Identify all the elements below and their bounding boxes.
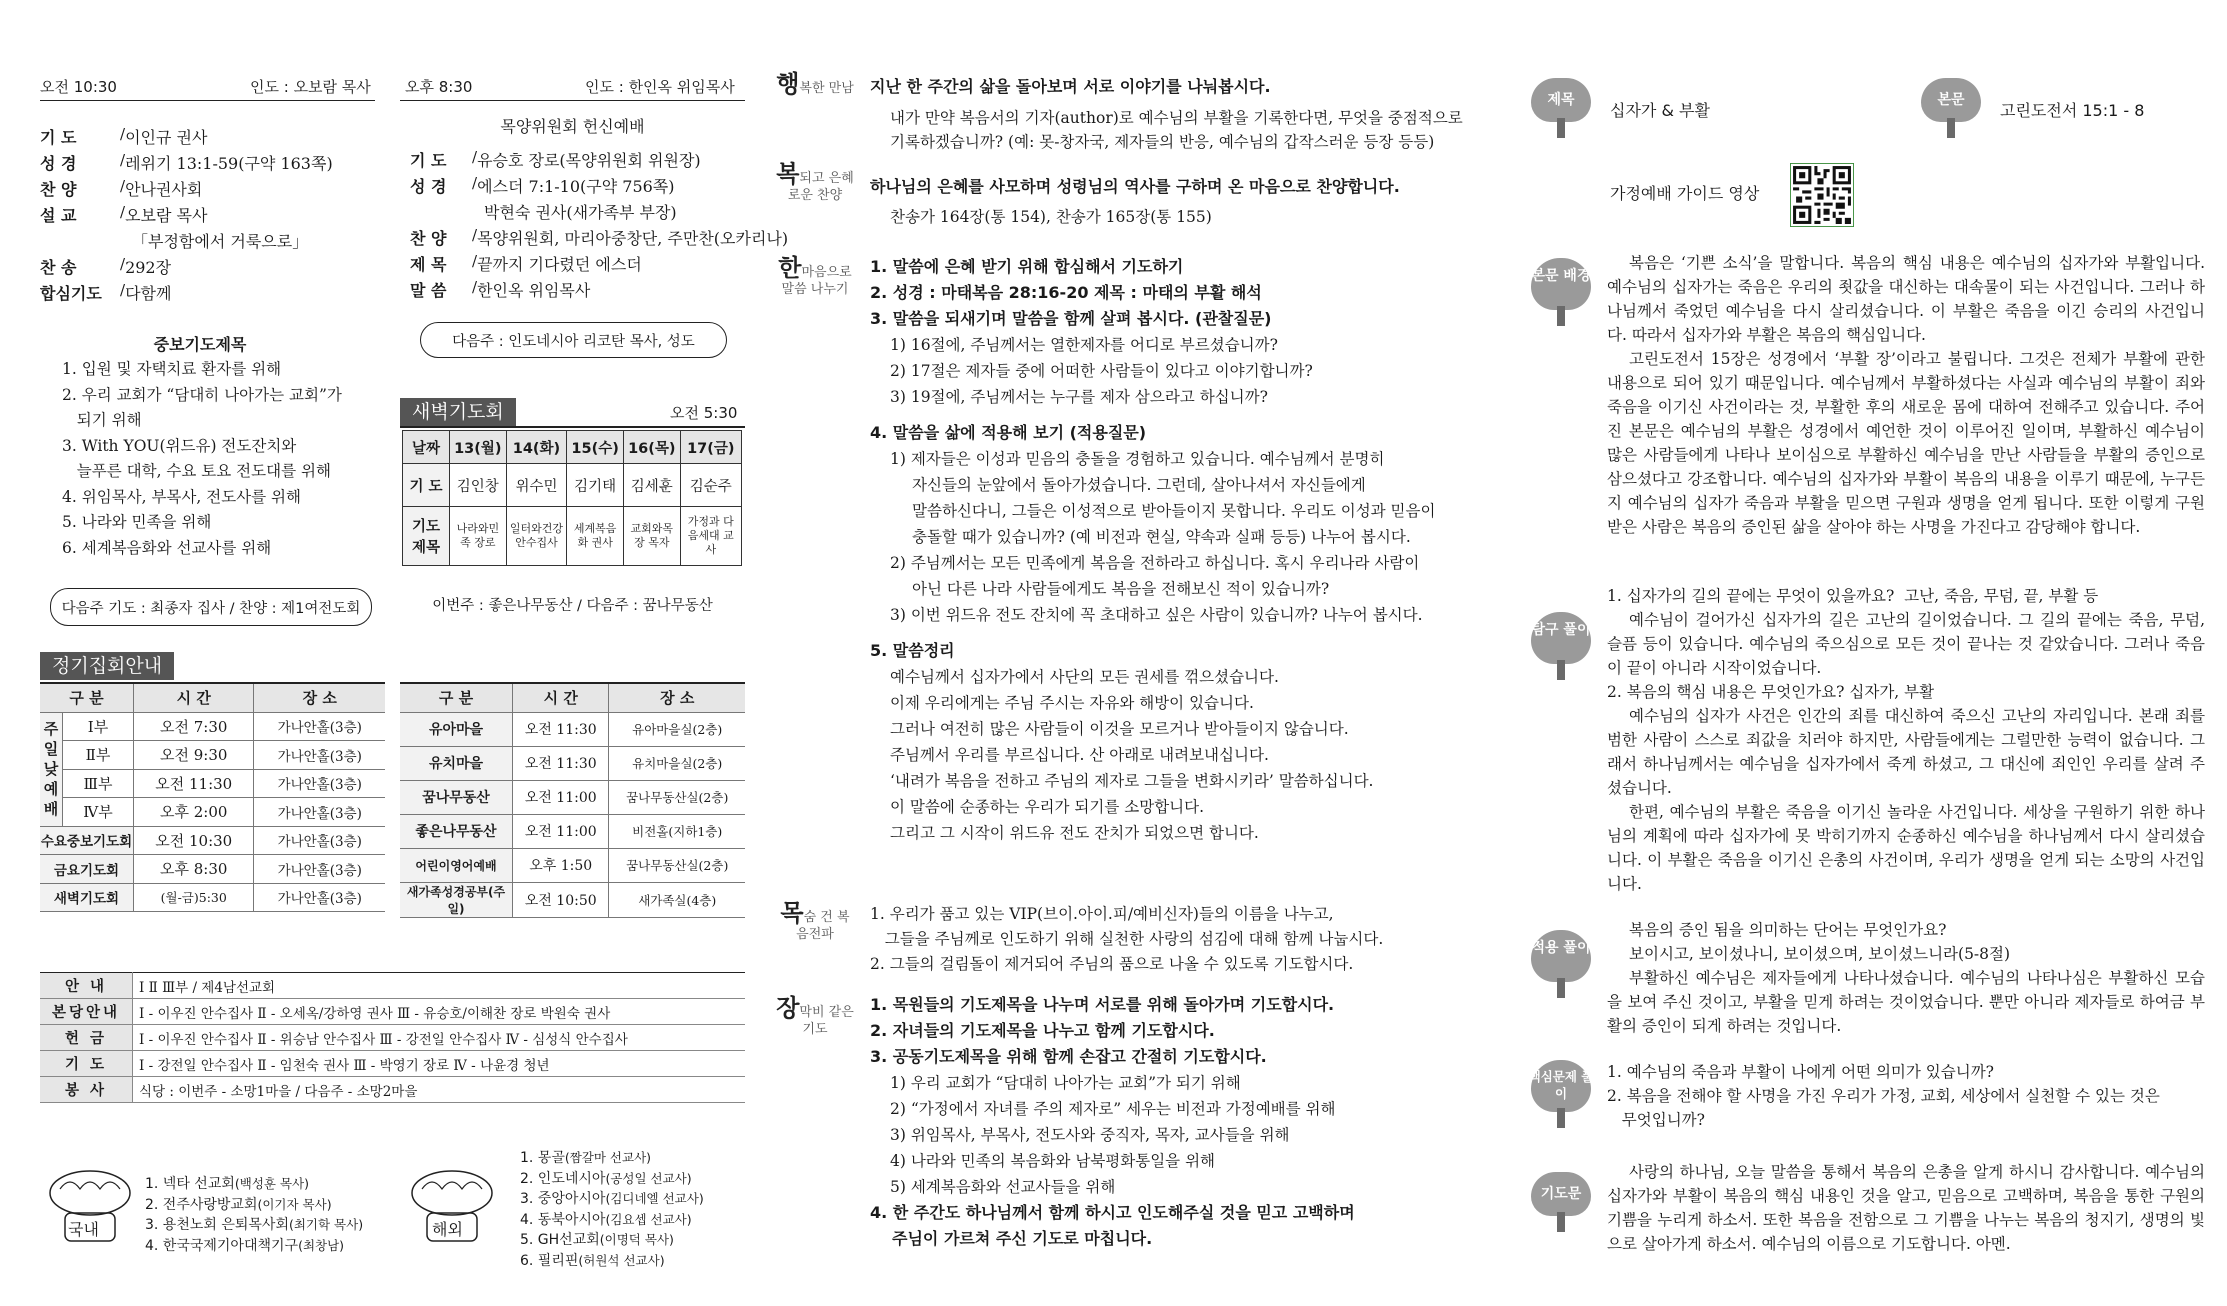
section-2-content: 하나님의 은혜를 사모하며 성령님의 역사를 구하며 온 마음으로 찬양합니다. 찬송가 164장(통 154), 찬송가 165장(통 155)	[870, 174, 1470, 230]
text-line: 4) 나라와 민족의 복음화와 남북평화통일을 위해	[890, 1152, 1216, 1170]
meeting-name: 수요중보기도회	[40, 826, 134, 855]
text-line: 1. 목원들의 기도제목을 나누며 서로를 위해 돌아가며 기도합시다.	[870, 995, 1335, 1014]
mission-name: 4. 한국국제기아대책기구	[145, 1237, 299, 1254]
text-line: 찬송가 164장(통 154), 찬송가 165장(통 155)	[890, 208, 1212, 226]
table-cell: 김세훈	[623, 464, 680, 507]
text-line: 주님이 가르쳐 주신 기도로 마칩니다.	[892, 1229, 1153, 1248]
order-label: 기 도	[410, 151, 447, 170]
meeting-name: 새가족성경공부(주일)	[400, 882, 513, 917]
order-value: 안나권사회	[125, 180, 203, 199]
table-cell: 교회와목장 목자	[623, 507, 680, 566]
mission-item	[520, 1189, 745, 1210]
table-header: 장 소	[609, 683, 745, 712]
text-line	[870, 628, 1470, 638]
text-line: 2. 성경 : 마태복음 28:16-20 제목 : 마태의 부활 해석	[870, 283, 1262, 302]
weekly-bulletin-left	[40, 0, 789, 1306]
text-line: 충돌할 때가 있습니까? (예 비전과 현실, 약속과 실패 등등) 나누어 봅시다.	[912, 528, 1411, 546]
paragraph: 보이시고, 보이셨나니, 보이셨으며, 보이셨느니라(5-8절)	[1629, 945, 2011, 963]
order-value: 이인규 권사	[125, 128, 208, 147]
order-row	[40, 281, 171, 304]
order-label: 기 도	[40, 128, 77, 147]
section-3-content	[870, 254, 1470, 846]
order-value: 한인옥 위임목사	[477, 281, 591, 300]
order-row	[410, 174, 675, 197]
meeting-name: 새벽기도회	[40, 883, 134, 912]
text-line: 1) 16절에, 주님께서는 열한제자를 어디로 부르셨습니까?	[890, 336, 1278, 354]
duty-value: Ⅰ - 강전일 안수집사 Ⅱ - 임천숙 권사 Ⅲ - 박영기 장로 Ⅳ - 나윤경 청년	[133, 1051, 746, 1077]
meeting-time: 오전 10:50	[513, 882, 609, 917]
duty-table	[40, 972, 745, 1103]
meeting-place: 가나안홀(3층)	[254, 798, 385, 827]
order-label: 찬 송	[40, 258, 77, 277]
order-value: 목양위원회, 마리아중창단, 주만찬(오카리나)	[477, 229, 789, 248]
separator: /	[120, 177, 126, 195]
paragraph: 예수님이 걸어가신 십자가의 길은 고난의 길이었습니다. 그 길의 끝에는 죽음, 무덤, 슬픔 등이 있습니다. 예수님의 죽으심으로 모든 것이 끝나는 것 같았습니다. 그러나 죽음이 끝이 아니라 시작이었습니다.	[1607, 611, 2205, 677]
meeting-time: 오전 11:30	[513, 746, 609, 780]
order-label: 찬 양	[410, 229, 447, 248]
text-line: 2) 주님께서는 모든 민족에게 복음을 전하라고 하십니다. 혹시 우리나라 사람이	[890, 554, 1420, 572]
domestic-label: 국내	[68, 1220, 99, 1239]
section-label-3: 한마음으로 말씀 나누기	[778, 254, 852, 297]
mission-name: 4. 동북아시아	[520, 1211, 606, 1228]
meeting-place: 가나안홀(3층)	[254, 769, 385, 798]
paragraph: 예수님의 십자가 사건은 인간의 죄를 대신하여 죽으신 고난의 자리입니다. 본래 죄를 범한 사람이 스스로 죄값을 치러야 하지만, 사람들에게는 그럴만한 능력이 없습니다. 그래서 하나님께서는 예수님을 십자가에서 죽게 하셨고, 그 대신에 죄인인 우리를 살려 주셨습니다.	[1607, 707, 2205, 797]
table-header: 구 분	[40, 683, 134, 712]
divider	[400, 426, 745, 428]
order-value: 박현숙 권사(새가족부 부장)	[484, 203, 677, 222]
mission-sub: (김요셉 선교사)	[605, 1211, 692, 1227]
text-line: 1. 우리가 품고 있는 VIP(브이.아이.피/예비신자)들의 이름을 나누고,	[870, 905, 1334, 923]
section-5-content	[870, 992, 1470, 1252]
text-line: 5. 말씀정리	[870, 641, 955, 660]
table-header: 구 분	[400, 683, 513, 712]
row-label: 기 도	[403, 464, 450, 507]
meeting-time: 오전 9:30	[134, 741, 254, 770]
text-line: 주님께서 우리를 부르십니다. 산 아래로 내려보내십니다.	[890, 746, 1269, 764]
paragraph: 부활하신 예수님은 제자들에게 나타나셨습니다. 예수님의 나타나심은 부활하신 모습을 보여 주신 것이고, 부활을 믿게 하려는 것이었습니다. 뿐만 아니라 제자들로 하여금 부활의 증인이 되게 하려는 것입니다.	[1607, 969, 2205, 1035]
divider	[40, 100, 375, 101]
list-item: 4. 위임목사, 부목사, 전도사를 위해	[62, 487, 302, 506]
table-cell: 가정과 다음세대 교사	[680, 507, 741, 566]
mission-item	[520, 1148, 745, 1169]
text-line	[870, 410, 1470, 420]
text-line: 3) 이번 위드유 전도 잔치에 꼭 초대하고 싶은 사람이 있습니까? 나누어 봅시다.	[890, 606, 1423, 624]
meeting-place: 가나안홀(3층)	[254, 712, 385, 741]
table-header: 시 간	[134, 683, 254, 712]
text-line: 3. 말씀을 되새기며 말씀을 함께 살펴 봅시다. (관찰질문)	[870, 309, 1272, 328]
order-row	[40, 229, 308, 252]
paragraph: 고린도전서 15장은 성경에서 ‘부활 장’이라고 불립니다. 그것은 전체가 부활에 관한 내용으로 되어 있기 때문입니다. 예수님께서 부활하셨다는 사실과 예수님의 부활이 죄와 죽음을 이기신 사건이라는 것, 부활한 후의 새로운 몸에 대하여 전해주고 있습니다. 주어진 본문은 예수님의 부활은 성경에서 예언한 것이 이루어진 일이며, 부활하신 예수님이 많은 사람들에게 나타나 보이심으로 부활하신 예수님을 만난 사람들을 부활의 증인으로 삼으셨다고 강조합니다. 예수님의 십자가와 부활이 복음의 내용을 이루기 때문에, 누구든지 예수님의 십자가 죽음과 부활을 믿으면 구원과 생명을 얻게 됩니다. 또한 이렇게 구원받은 사람은 복음의 증인된 삶을 살아야 하는 사명을 가진다고 감당해야 합니다.	[1607, 350, 2205, 536]
order-row	[410, 278, 590, 301]
table-cell: 나라와민족 장로	[450, 507, 507, 566]
table-header: 장 소	[254, 683, 385, 712]
order-value: 292장	[125, 258, 172, 277]
separator: /	[120, 255, 126, 273]
question-line: 1. 예수님의 죽음과 부활이 나에게 어떤 의미가 있습니까?	[1607, 1063, 1994, 1081]
separator: /	[120, 125, 126, 143]
mission-sub: (공성일 선교사)	[605, 1170, 692, 1186]
text-line: ‘내려가 복음을 전하고 주님의 제자로 그들을 변화시키라’ 말씀하십니다.	[890, 772, 1374, 790]
order-row	[40, 151, 333, 174]
order-value: 다함께	[125, 284, 172, 303]
text-line: 2) “가정에서 자녀를 주의 제자로” 세우는 비전과 가정예배를 위해	[890, 1100, 1336, 1118]
mission-name: 1. 넥타 선교회	[145, 1176, 235, 1192]
table-cell: 김인창	[450, 464, 507, 507]
list-item: 5. 나라와 민족을 위해	[62, 513, 212, 531]
mission-name: 3. 중앙아시아	[520, 1191, 606, 1207]
meeting-place: 유아마을실(2층)	[609, 712, 745, 746]
mission-name: 6. 필리핀	[520, 1252, 579, 1269]
meeting-time: 오전 10:30	[134, 826, 254, 855]
guide-video-label: 가정예배 가이드 영상	[1610, 184, 1760, 203]
table-cell: 세계복음화 권사	[567, 507, 624, 566]
mission-name: 3. 용천노회 은퇴목사회	[145, 1217, 289, 1233]
apply-text	[1607, 918, 2205, 1038]
meeting-name: Ⅰ부	[63, 712, 134, 741]
meeting-time: 오전 11:00	[513, 814, 609, 848]
meeting-place: 유치마을실(2층)	[609, 746, 745, 780]
duty-key: 봉 사	[40, 1077, 133, 1103]
order-label	[410, 200, 484, 223]
title-badge: 제목	[1525, 78, 1597, 142]
order-value: 에스더 7:1-10(구약 756쪽)	[477, 177, 675, 196]
text-line: 4. 한 주간도 하나님께서 함께 하시고 인도해주실 것을 믿고 고백하며	[870, 1203, 1355, 1222]
intercession-next-box: 다음주 기도 : 최종자 집사 / 찬양 : 제1여전도회	[50, 588, 372, 626]
table-header: 15(수)	[567, 431, 624, 464]
background-badge: 본문 배경	[1525, 258, 1597, 322]
order-label: 합심기도	[40, 284, 102, 303]
meeting-place: 가나안홀(3층)	[254, 883, 385, 912]
mission-item	[520, 1251, 745, 1272]
text-line: 1. 말씀에 은혜 받기 위해 합심해서 기도하기	[870, 257, 1184, 276]
separator: /	[472, 148, 478, 166]
text-line: 3) 19절에, 주님께서는 누구를 제자 삼으라고 하십니까?	[890, 388, 1268, 406]
section-label-1: 행복한 만남	[776, 70, 854, 98]
dawn-prayer-table	[402, 430, 742, 566]
order-row	[40, 177, 202, 200]
meeting-name: 유아마을	[400, 712, 513, 746]
section-label-2: 복되고 은혜로운 찬양	[776, 160, 854, 203]
service1-time: 오전 10:30	[40, 78, 117, 96]
duty-value: Ⅰ - 이우진 안수집사 Ⅱ - 오세옥/강하영 권사 Ⅲ - 유승호/이해찬 장로 박원숙 권사	[133, 999, 746, 1025]
table-cell: 위수민	[506, 464, 567, 507]
meeting-place: 가나안홀(3층)	[254, 855, 385, 884]
text-line: 이 말씀에 순종하는 우리가 되기를 소망합니다.	[890, 798, 1205, 816]
text-line: 그리고 그 시작이 위드유 전도 잔치가 되었으면 합니다.	[890, 824, 1259, 842]
section-4-content	[870, 902, 1470, 977]
dawn-prayer-time: 오전 5:30	[670, 404, 738, 422]
duty-value: Ⅰ - 이우진 안수집사 Ⅱ - 위승남 안수집사 Ⅲ - 강전일 안수집사 Ⅳ - 심성식 안수집사	[133, 1025, 746, 1051]
prayer-badge: 기도문	[1525, 1172, 1597, 1236]
list-item: 6. 세계복음화와 선교사를 위해	[62, 538, 272, 557]
order-row	[410, 226, 788, 249]
separator: /	[120, 151, 126, 169]
text-line: 말씀하신다니, 그들은 이성적으로 받아들이지 못합니다. 우리도 이성과 믿음이	[912, 502, 1436, 520]
text-line: 3) 위임목사, 부목사, 전도사와 중직자, 목자, 교사들을 위해	[890, 1126, 1290, 1144]
order-value: 레위기 13:1-59(구약 163쪽)	[125, 154, 333, 173]
mission-sub: (이명덕 목사)	[599, 1232, 674, 1247]
table-header: 14(화)	[506, 431, 567, 464]
meeting-name: 금요기도회	[40, 855, 134, 884]
question-line: 2. 복음을 전해야 할 사명을 가진 우리가 가정, 교회, 세상에서 실천할 수 있는 것은	[1607, 1087, 2160, 1105]
meeting-place: 꿈나무동산실(2층)	[609, 780, 745, 814]
service1-leader: 인도 : 오보람 목사	[250, 78, 371, 96]
divider	[400, 100, 745, 101]
mission-item	[520, 1169, 745, 1190]
meeting-time: 오후 1:50	[513, 848, 609, 882]
order-value: 끝까지 기다렸던 에스더	[477, 255, 642, 274]
table-header: 13(월)	[450, 431, 507, 464]
mission-item	[145, 1195, 415, 1216]
meeting-time: (월-금)5:30	[134, 883, 254, 912]
worship-title: 십자가 & 부활	[1610, 101, 1710, 120]
text-badge: 본문	[1915, 78, 1987, 142]
background-text	[1607, 251, 2205, 539]
separator: /	[472, 252, 478, 270]
order-row	[40, 125, 207, 148]
list-item: 3. With YOU(위드유) 전도잔치와	[62, 436, 297, 455]
separator: /	[472, 174, 478, 192]
overseas-missions	[520, 1148, 745, 1271]
meeting-time: 오후 2:00	[134, 798, 254, 827]
meeting-name: Ⅳ부	[63, 798, 134, 827]
order-row	[40, 255, 171, 278]
table-cell: 김기태	[567, 464, 624, 507]
service2-subtitle: 목양위원회 헌신예배	[500, 117, 645, 136]
paragraph: 2. 복음의 핵심 내용은 무엇인가요? 십자가, 부활	[1607, 683, 1935, 701]
separator: /	[120, 281, 126, 299]
text-line: 그러나 여전히 많은 사람들이 이것을 모르거나 받아들이지 않습니다.	[890, 720, 1349, 738]
section-label-5: 장막비 같은 기도	[776, 994, 854, 1037]
mission-name: 2. 전주사랑방교회	[145, 1196, 258, 1213]
duty-key: 본당안내	[40, 999, 133, 1025]
text-line: 기록하겠습니까? (예: 못-창자국, 제자들의 반응, 예수님의 갑작스러운 등장 등등)	[890, 133, 1435, 151]
mission-item	[145, 1215, 415, 1236]
meeting-place: 비전홀(지하1층)	[609, 814, 745, 848]
duty-key: 헌 금	[40, 1025, 133, 1051]
text-line: 5) 세계복음화와 선교사들을 위해	[890, 1178, 1116, 1196]
meeting-name: 좋은나무동산	[400, 814, 513, 848]
meeting-name: Ⅲ부	[63, 769, 134, 798]
order-label: 찬 양	[40, 180, 77, 199]
order-label: 제 목	[410, 255, 447, 274]
mission-item	[145, 1236, 415, 1257]
text-line: 그들을 주님께로 인도하기 위해 실천한 사랑의 섬김에 대해 함께 나눕시다.	[870, 930, 1384, 948]
order-label: 성 경	[40, 154, 77, 173]
sunday-label: 주일낮예배	[40, 712, 63, 826]
table-header: 시 간	[513, 683, 609, 712]
mission-name: 5. GH선교회	[520, 1232, 600, 1248]
explore-text	[1607, 584, 2205, 896]
mission-name: 1. 몽골	[520, 1150, 565, 1166]
meeting-name: Ⅱ부	[63, 741, 134, 770]
table-header: 날짜	[403, 431, 450, 464]
service2-next-box: 다음주 : 인도네시아 리코탄 목사, 성도	[420, 322, 727, 358]
dawn-prayer-footer: 이번주 : 좋은나무동산 / 다음주 : 꿈나무동산	[432, 598, 713, 614]
paragraph: 복음은 ‘기쁜 소식’을 말합니다. 복음의 핵심 내용은 예수님의 십자가와 부활입니다. 예수님의 십자가는 죽음은 우리의 죗값을 대신하는 대속물이 되는 사건입니다. 그러나 하나님께서 죽었던 예수님을 다시 살리셨습니다. 이 부활은 죽음을 이긴 승리의 사건입니다. 따라서 십자가와 부활은 복음의 핵심입니다.	[1607, 254, 2205, 344]
list-item: 늘푸른 대학, 수요 토요 전도대를 위해	[62, 462, 331, 480]
intercession-title: 중보기도제목	[153, 335, 247, 354]
table-cell: 일터와건강 안수집사	[506, 507, 567, 566]
service2-leader: 인도 : 한인옥 위임목사	[585, 78, 735, 96]
list-item: 2. 우리 교회가 “담대히 나아가는 교회”가	[62, 385, 342, 404]
order-row	[410, 252, 642, 275]
meeting-time: 오후 8:30	[134, 855, 254, 884]
worship-scripture: 고린도전서 15:1 - 8	[2000, 101, 2145, 120]
section-label-4: 목숨 건 복음전파	[780, 899, 850, 942]
meeting-name: 유치마을	[400, 746, 513, 780]
mission-item	[145, 1174, 415, 1195]
overseas-label: 해외	[432, 1220, 463, 1239]
text-line: 1) 제자들은 이성과 믿음의 충돌을 경험하고 있습니다. 예수님께서 분명히	[890, 450, 1385, 468]
meeting-time: 오전 11:30	[134, 769, 254, 798]
meetings-tab: 정기집회안내	[40, 652, 174, 680]
dawn-prayer-tab: 새벽기도회	[400, 398, 516, 426]
text-line: 이제 우리에게는 주님 주시는 자유와 해방이 있습니다.	[890, 694, 1254, 712]
text-line: 2) 17절은 제자들 중에 어떠한 사람들이 있다고 이야기합니까?	[890, 362, 1313, 380]
list-item: 되기 위해	[62, 411, 142, 429]
service2-time: 오후 8:30	[405, 78, 473, 96]
mission-item	[520, 1210, 745, 1231]
duty-key: 기 도	[40, 1051, 133, 1077]
mission-sub: (허원석 선교사)	[578, 1252, 665, 1268]
paragraph: 1. 십자가의 길의 끝에는 무엇이 있을까요? 고난, 죽음, 무덤, 끝, 부활 등	[1607, 587, 2099, 605]
meeting-time: 오전 11:00	[513, 780, 609, 814]
duty-value: Ⅰ Ⅱ Ⅲ부 / 제4남선교회	[133, 973, 746, 999]
paragraph: 복음의 증인 됨을 의미하는 단어는 무엇인가요?	[1629, 921, 1947, 939]
row-label: 기도 제목	[403, 507, 450, 566]
meeting-place: 가나안홀(3층)	[254, 741, 385, 770]
meeting-place: 가나안홀(3층)	[254, 826, 385, 855]
explore-badge: 탐구 풀이	[1525, 612, 1597, 676]
mission-sub: (백성훈 목사)	[234, 1176, 309, 1191]
text-line: 2. 그들의 걸림돌이 제거되어 주님의 품으로 나올 수 있도록 기도합시다.	[870, 955, 1354, 973]
separator: /	[472, 278, 478, 296]
mission-sub: (최창남)	[298, 1237, 345, 1253]
mission-sub: (짬갈마 선교사)	[564, 1150, 652, 1165]
text-line: 3. 공동기도제목을 위해 함께 손잡고 간절히 기도합시다.	[870, 1047, 1267, 1066]
meeting-place: 새가족실(4층)	[609, 882, 745, 917]
intercession-list	[62, 357, 382, 561]
text-line: 내가 만약 복음서의 기자(author)로 예수님의 부활을 기록한다면, 무엇을 중점적으로	[890, 109, 1463, 127]
mission-item	[520, 1230, 745, 1251]
cell-meeting-guide	[775, 0, 1480, 1306]
order-label	[40, 229, 132, 252]
apply-badge: 적용 풀이	[1525, 930, 1597, 994]
family-worship-guide	[1525, 0, 2205, 1306]
domestic-missions	[145, 1174, 415, 1256]
order-row	[410, 148, 701, 171]
meeting-time: 오전 7:30	[134, 712, 254, 741]
separator: /	[472, 226, 478, 244]
order-value: 오보람 목사	[125, 206, 208, 225]
table-header: 17(금)	[680, 431, 741, 464]
duty-key: 안 내	[40, 973, 133, 999]
text-line: 아닌 다른 나라 사람들에게도 복음을 전해보신 적이 있습니까?	[912, 580, 1330, 598]
meeting-time: 오전 11:30	[513, 712, 609, 746]
mission-sub: (이기자 목사)	[257, 1196, 332, 1212]
text-line: 자신들의 눈앞에서 돌아가셨습니다. 그런데, 살아나셔서 자신들에게	[912, 476, 1366, 494]
meeting-name: 어린이영어예배	[400, 848, 513, 882]
order-row	[40, 203, 207, 226]
core-text	[1607, 1060, 2205, 1132]
order-label: 말 씀	[410, 281, 447, 300]
text-line: 2. 자녀들의 기도제목을 나누고 함께 기도합시다.	[870, 1021, 1215, 1040]
order-row	[410, 200, 677, 223]
text-line: 1) 우리 교회가 “담대히 나아가는 교회”가 되기 위해	[890, 1074, 1241, 1092]
table-header: 16(목)	[623, 431, 680, 464]
mission-sub: (김디네엘 선교사)	[605, 1191, 704, 1206]
prayer-text: 사랑의 하나님, 오늘 말씀을 통해서 복음의 은총을 알게 하시니 감사합니다. 예수님의 십자가와 부활이 복음의 핵심 내용인 것을 알고, 믿음으로 고백하며, 복음을 통한 구원의 기쁨을 누리게 하소서. 또한 복음을 전함으로 그 기쁨을 나누는 복음의 청지기, 생명의 빛으로 살아가게 하소서. 예수님의 이름으로 기도합니다. 아멘.	[1607, 1163, 2205, 1253]
order-value: 「부정함에서 거룩으로」	[132, 232, 309, 251]
table-cell: 김순주	[680, 464, 741, 507]
list-item: 1. 입원 및 자택치료 환자를 위해	[62, 360, 282, 378]
section-1-content: 지난 한 주간의 삶을 돌아보며 서로 이야기를 나눠봅시다. 내가 만약 복음서의 기자(author)로 예수님의 부활을 기록한다면, 무엇을 중점적으로 기록하겠습니까? (예: 못-창자국, 제자들의 반응, 예수님의 갑작스러운 등장 등등)	[870, 74, 1470, 154]
meeting-place: 꿈나무동산실(2층)	[609, 848, 745, 882]
text-line: 4. 말씀을 삶에 적용해 보기 (적용질문)	[870, 423, 1147, 442]
meetings-table-right	[400, 682, 745, 918]
duty-value: 식당 : 이번주 - 소망1마을 / 다음주 - 소망2마을	[133, 1077, 746, 1103]
meetings-table-left	[40, 682, 385, 912]
mission-sub: (최기학 목사)	[288, 1217, 364, 1232]
question-line: 무엇입니까?	[1607, 1111, 1705, 1129]
core-badge: 핵심문제 풀이	[1525, 1060, 1597, 1124]
order-label: 설 교	[40, 206, 77, 225]
mission-name: 2. 인도네시아	[520, 1170, 606, 1187]
order-value: 유승호 장로(목양위원회 위원장)	[477, 151, 701, 170]
order-label: 성 경	[410, 177, 447, 196]
meeting-name: 꿈나무동산	[400, 780, 513, 814]
text-line: 예수님께서 십자가에서 사단의 모든 권세를 꺾으셨습니다.	[890, 668, 1279, 686]
separator: /	[120, 203, 126, 221]
paragraph: 한편, 예수님의 부활은 죽음을 이기신 놀라운 사건입니다. 세상을 구원하기 위한 하나님의 계획에 따라 십자가에 못 박히기까지 순종하신 예수님을 하나님께서 다시 살리셨습니다. 이 부활은 죽음을 이기신 은총의 사건이며, 우리가 생명을 얻게 되는 소망의 사건입니다.	[1607, 803, 2205, 893]
qr-code-icon[interactable]	[1790, 163, 1854, 227]
